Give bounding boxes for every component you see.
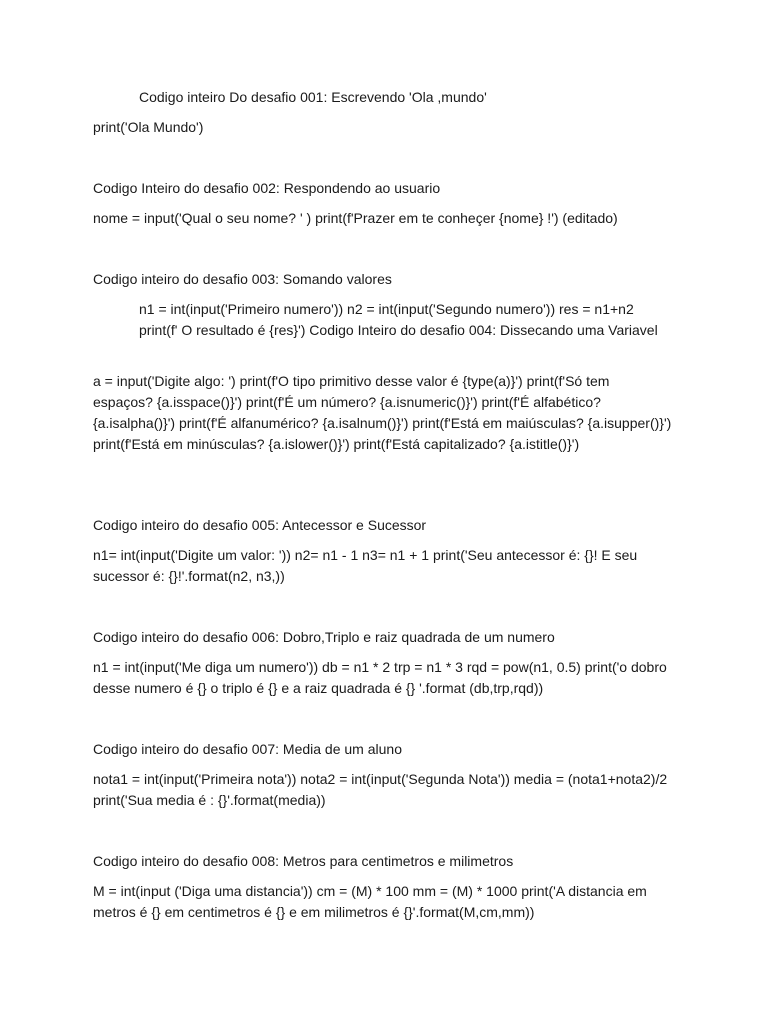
code-desafio-003: n1 = int(input('Primeiro numero')) n2 = int(input('Segundo numero')) res = n1+n2 print(f' O resultado é {res}') Codigo Inteiro do desafio 004: Dissecando uma Variavel	[139, 301, 658, 338]
code-desafio-005: n1= int(input('Digite um valor: ')) n2= n1 - 1 n3= n1 + 1 print('Seu antecessor é: {}! E seu sucessor é: {}!'.format(n2, n3,))	[93, 547, 638, 584]
heading-desafio-002: Codigo Inteiro do desafio 002: Respondendo ao usuario	[93, 180, 441, 196]
heading-desafio-003: Codigo inteiro do desafio 003: Somando valores	[93, 271, 392, 287]
code-desafio-002: nome = input('Qual o seu nome? ' ) print(f'Prazer em te conheçer {nome} !') (editado)	[93, 210, 618, 226]
heading-desafio-006: Codigo inteiro do desafio 006: Dobro,Triplo e raiz quadrada de um numero	[93, 629, 555, 645]
heading-desafio-007: Codigo inteiro do desafio 007: Media de um aluno	[93, 741, 402, 757]
code-desafio-001: print('Ola Mundo')	[93, 119, 204, 135]
heading-desafio-001: Codigo inteiro Do desafio 001: Escrevendo 'Ola ,mundo'	[139, 89, 487, 105]
heading-desafio-005: Codigo inteiro do desafio 005: Antecessor e Sucessor	[93, 517, 427, 533]
code-desafio-006: n1 = int(input('Me diga um numero')) db = n1 * 2 trp = n1 * 3 rqd = pow(n1, 0.5) print('o dobro desse numero é {} o triplo é {} e a raiz quadrada é {} '.format (db,trp,rqd))	[93, 659, 667, 696]
code-desafio-004: a = input('Digite algo: ') print(f'O tipo primitivo desse valor é {type(a)}') print(f'Só tem espaços? {a.isspace()}') print(f'É um número? {a.isnumeric()}') print(f'É alfabético? {a.isalpha()}') print(f'É alfanumérico? {a.isalnum()}') print(f'Está em maiúsculas? {a.isupper()}') print(f'Está em minúsculas? {a.islower()}') print(f'Está capitalizado? {a.istitle()}')	[93, 373, 672, 452]
code-desafio-008: M = int(input ('Diga uma distancia')) cm = (M) * 100 mm = (M) * 1000 print('A distancia em metros é {} em centimetros é {} e em milimetros é {}'.format(M,cm,mm))	[93, 883, 647, 920]
code-desafio-007: nota1 = int(input('Primeira nota')) nota2 = int(input('Segunda Nota')) media = (nota1+nota2)/2 print('Sua media é : {}'.format(media))	[93, 771, 668, 808]
heading-desafio-008: Codigo inteiro do desafio 008: Metros para centimetros e milimetros	[93, 853, 514, 869]
